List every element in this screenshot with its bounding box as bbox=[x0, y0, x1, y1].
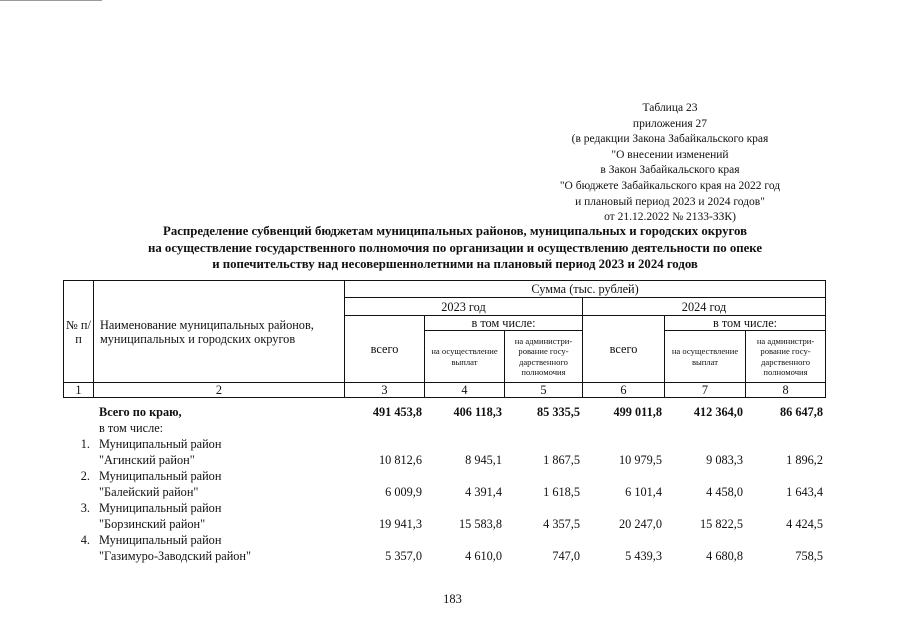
row-name: Муниципальный район bbox=[99, 469, 222, 483]
note-line: приложения 27 bbox=[632, 117, 708, 130]
data-table bbox=[63, 404, 825, 564]
value-cell: 8 945,1 bbox=[465, 453, 502, 467]
name-column-header: Наименование муниципальных районов, муниципальных и городских округов bbox=[94, 281, 345, 383]
value-cell: 4 610,0 bbox=[465, 549, 502, 563]
column-number: 1 bbox=[64, 383, 94, 398]
value-cell: 5 439,3 bbox=[625, 549, 662, 563]
value-cell: 10 979,5 bbox=[618, 453, 662, 467]
total-2024-header: всего bbox=[583, 316, 665, 383]
including-2023-header: в том числе: bbox=[425, 316, 583, 331]
value-cell: 20 247,0 bbox=[618, 517, 662, 531]
payments-2023-header: на осуществление выплат bbox=[425, 331, 505, 383]
table-row bbox=[63, 516, 825, 532]
row-number: 4. bbox=[80, 533, 90, 547]
table-header bbox=[63, 280, 826, 398]
row-name: в том числе: bbox=[99, 421, 164, 435]
note-line: "О внесении изменений bbox=[611, 148, 729, 161]
value-cell: 491 453,8 bbox=[372, 405, 422, 419]
column-number: 7 bbox=[665, 383, 746, 398]
row-name: "Борзинский район" bbox=[99, 517, 206, 531]
value-cell: 6 101,4 bbox=[625, 485, 662, 499]
table-row bbox=[63, 500, 825, 516]
column-number: 6 bbox=[583, 383, 665, 398]
row-name: "Газимуро-Заводский район" bbox=[99, 549, 252, 563]
table-row-including bbox=[63, 420, 825, 436]
row-name: Муниципальный район bbox=[99, 437, 222, 451]
value-cell: 406 118,3 bbox=[453, 405, 502, 419]
value-cell: 4 458,0 bbox=[706, 485, 743, 499]
value-cell: 4 357,5 bbox=[543, 517, 580, 531]
title-line: и попечительству над несовершеннолетними на плановый период 2023 и 2024 годов bbox=[212, 257, 698, 271]
value-cell: 1 896,2 bbox=[786, 453, 823, 467]
document-title bbox=[60, 223, 850, 273]
note-line: Таблица 23 bbox=[642, 102, 698, 114]
value-cell: 4 424,5 bbox=[786, 517, 823, 531]
note-line: от 21.12.2022 № 2133-ЗЗК) bbox=[604, 211, 736, 224]
table-row-total bbox=[63, 404, 825, 420]
table-row bbox=[63, 468, 825, 484]
table-row bbox=[63, 484, 825, 500]
value-cell: 85 335,5 bbox=[536, 405, 580, 419]
value-cell: 4 680,8 bbox=[706, 549, 743, 563]
page-number: 183 bbox=[443, 592, 462, 606]
row-name: "Балейский район" bbox=[99, 485, 199, 499]
row-number: 1. bbox=[80, 437, 90, 451]
table-row bbox=[63, 452, 825, 468]
value-cell: 1 867,5 bbox=[543, 453, 580, 467]
year-2023-header: 2023 год bbox=[345, 298, 583, 316]
value-cell: 6 009,9 bbox=[385, 485, 422, 499]
appendix-note bbox=[520, 101, 820, 226]
sum-header: Сумма (тыс. рублей) bbox=[345, 281, 826, 298]
title-line: на осуществление государственного полномочия по организации и осуществлению деятельности по опеке bbox=[147, 240, 763, 255]
year-2024-header: 2024 год bbox=[583, 298, 826, 316]
row-number: 3. bbox=[80, 501, 90, 515]
row-name: Муниципальный район bbox=[99, 533, 222, 547]
title-line: Распределение субвенций бюджетам муниципальных районов, муниципальных и городских округов bbox=[163, 224, 747, 238]
admin-2023-header: на администри-рование госу-дарственного полномочия bbox=[505, 331, 583, 383]
value-cell: 15 822,5 bbox=[699, 517, 743, 531]
value-cell: 1 618,5 bbox=[543, 485, 580, 499]
scan-edge-line bbox=[0, 0, 102, 1]
table-row bbox=[63, 548, 825, 564]
including-2024-header: в том числе: bbox=[665, 316, 826, 331]
row-name: Всего по краю, bbox=[99, 405, 182, 419]
row-name: "Агинский район" bbox=[99, 453, 195, 467]
column-number: 3 bbox=[345, 383, 425, 398]
num-column-header: № п/п bbox=[64, 281, 94, 383]
row-name: Муниципальный район bbox=[99, 501, 222, 515]
column-number: 5 bbox=[505, 383, 583, 398]
column-number: 8 bbox=[746, 383, 826, 398]
payments-2024-header: на осуществление выплат bbox=[665, 331, 746, 383]
note-line: и плановый период 2023 и 2024 годов" bbox=[575, 195, 765, 208]
admin-2024-header: на администри-рование госу-дарственного полномочия bbox=[746, 331, 826, 383]
table-row bbox=[63, 436, 825, 452]
value-cell: 15 583,8 bbox=[458, 517, 502, 531]
value-cell: 758,5 bbox=[795, 549, 823, 563]
value-cell: 10 812,6 bbox=[378, 453, 422, 467]
value-cell: 86 647,8 bbox=[779, 405, 823, 419]
note-line: в Закон Забайкальского края bbox=[600, 164, 740, 177]
column-number: 2 bbox=[94, 383, 345, 398]
value-cell: 412 364,0 bbox=[693, 405, 743, 419]
note-line: "О бюджете Забайкальского края на 2022 год bbox=[559, 179, 781, 192]
value-cell: 499 011,8 bbox=[613, 405, 662, 419]
value-cell: 4 391,4 bbox=[465, 485, 502, 499]
row-number: 2. bbox=[80, 469, 90, 483]
column-number: 4 bbox=[425, 383, 505, 398]
value-cell: 5 357,0 bbox=[385, 549, 422, 563]
value-cell: 747,0 bbox=[552, 549, 580, 563]
value-cell: 19 941,3 bbox=[378, 517, 422, 531]
value-cell: 1 643,4 bbox=[786, 485, 823, 499]
note-line: (в редакции Закона Забайкальского края bbox=[571, 133, 769, 146]
table-row bbox=[63, 532, 825, 548]
total-2023-header: всего bbox=[345, 316, 425, 383]
value-cell: 9 083,3 bbox=[706, 453, 743, 467]
